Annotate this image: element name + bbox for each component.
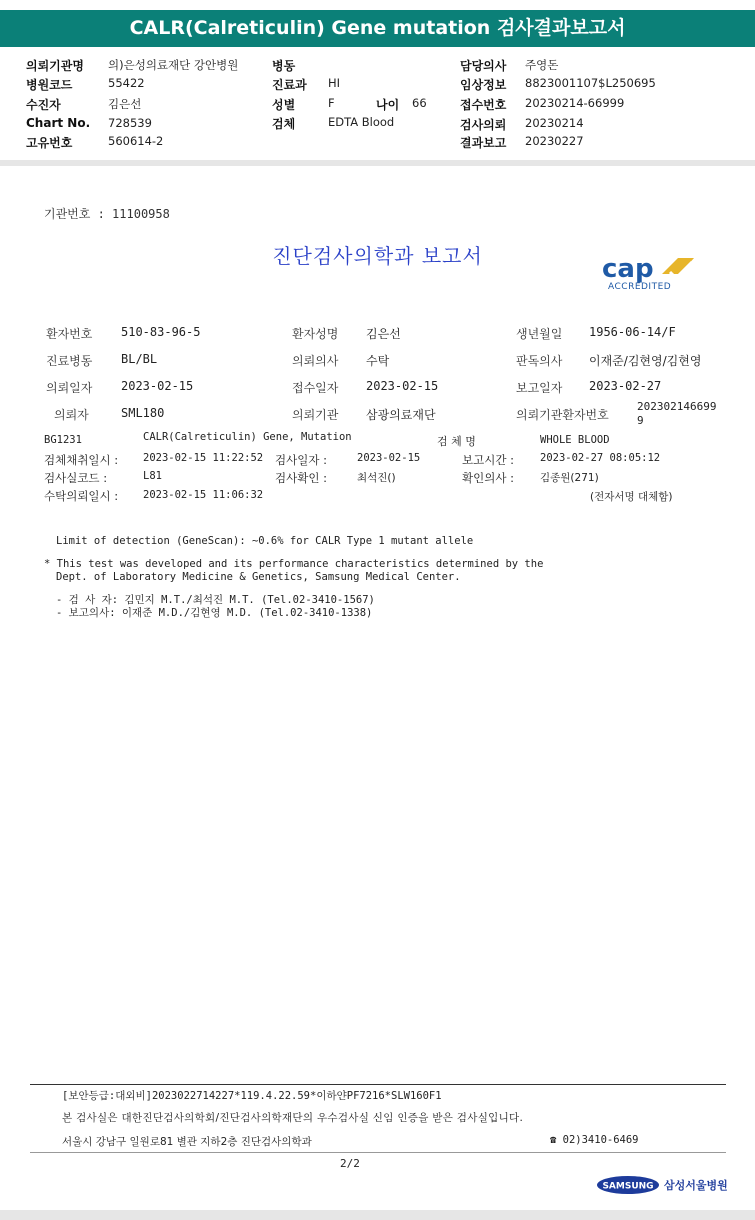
collection-time-label: 검체채취일시 : <box>44 453 119 467</box>
specimen-label: 검체 <box>272 117 296 131</box>
test-date-value: 2023-02-15 <box>357 452 421 464</box>
patient-id-value: 510-83-96-5 <box>121 325 201 339</box>
specimen-name-label: 검 체 명 <box>437 435 476 448</box>
ward-label: 병동 <box>272 59 296 73</box>
reading-doctor-value: 이재준/김현영/김현영 <box>589 354 702 368</box>
lab-code-label: 검사실코드 : <box>44 471 108 485</box>
request-date-value: 2023-02-15 <box>121 379 194 393</box>
receipt-no-value: 20230214-66999 <box>525 96 625 110</box>
department-label: 진료과 <box>272 78 307 92</box>
patient-id-label: 환자번호 <box>46 327 93 341</box>
consign-time-label: 수탁의뢰일시 : <box>44 489 119 503</box>
footer-top-rule <box>30 1084 726 1085</box>
page-number: 2/2 <box>340 1157 360 1170</box>
hospital-code-label: 병원코드 <box>26 78 73 92</box>
requester-label: 의뢰자 <box>54 408 89 422</box>
certification-line: 본 검사실은 대한진단검사의학회/진단검사의학재단의 우수검사실 신임 인증을 받은 검사실입니다. <box>62 1112 524 1124</box>
limit-of-detection: Limit of detection (GeneScan): ~0.6% for CALR Type 1 mutant allele <box>56 535 474 547</box>
receipt-no-label: 접수번호 <box>460 98 507 112</box>
specimen-value: EDTA Blood <box>328 115 395 129</box>
samsung-hospital-logo <box>596 1174 730 1196</box>
chart-no-label: Chart No. <box>26 116 91 130</box>
clinical-info-value: 8823001107$L250695 <box>525 76 656 90</box>
test-code: BG1231 <box>44 434 82 446</box>
test-date-label: 검사일자 : <box>275 453 327 467</box>
institution-patient-no-label: 의뢰기관환자번호 <box>516 408 609 422</box>
test-name: CALR(Calreticulin) Gene, Mutation <box>143 431 352 443</box>
result-report-value: 20230227 <box>525 134 584 148</box>
unique-no-label: 고유번호 <box>26 136 73 150</box>
consign-time-value: 2023-02-15 11:06:32 <box>143 489 264 501</box>
attending-doctor-value: 주영돈 <box>525 58 559 72</box>
ward-dept-value: BL/BL <box>121 352 158 366</box>
electronic-signature-note: (전자서명 대체함) <box>590 491 673 503</box>
phone-number: ☎ 02)3410-6469 <box>550 1134 639 1146</box>
footer-bottom-rule <box>30 1152 726 1153</box>
requesting-institution-label2: 의뢰기관 <box>292 408 339 422</box>
receipt-date-value: 2023-02-15 <box>366 379 439 393</box>
requesting-institution-label: 의뢰기관명 <box>26 59 84 73</box>
test-confirm-value: 최석진() <box>357 472 396 484</box>
address-line: 서울시 강남구 일원로81 별관 지하2층 진단검사의학과 <box>62 1136 312 1148</box>
requesting-doctor-value: 수탁 <box>366 354 390 368</box>
cap-brand-text: cap <box>602 254 654 284</box>
birth-date-label: 생년월일 <box>516 327 563 341</box>
requesting-doctor-label: 의뢰의사 <box>292 354 339 368</box>
specimen-name-value: WHOLE BLOOD <box>540 434 610 446</box>
test-confirm-label: 검사확인 : <box>275 471 327 485</box>
ward-dept-label: 진료병동 <box>46 354 93 368</box>
reporting-doctor-line: - 보고의사: 이재준 M.D./김현영 M.D. (Tel.02-3410-1338) <box>56 607 373 619</box>
confirm-doctor-label: 확인의사 : <box>462 471 514 485</box>
samsung-text: SAMSUNG <box>602 1181 654 1192</box>
chart-no-value: 728539 <box>108 116 152 130</box>
sex-value: F <box>328 96 335 110</box>
patient-name-label: 환자성명 <box>292 327 339 341</box>
unique-no-value: 560614-2 <box>108 134 164 148</box>
patient-name-value: 김은선 <box>366 327 401 341</box>
development-note-2: Dept. of Laboratory Medicine & Genetics, Samsung Medical Center. <box>56 571 461 583</box>
security-line: [보안등급:대외비]2023022714227*119.4.22.59*이하얀PF7216*SLW160F1 <box>62 1090 442 1102</box>
tester-line: - 검 사 자: 김민지 M.T./최석진 M.T. (Tel.02-3410-1567) <box>56 594 375 606</box>
requesting-institution-value: 의)은성의료재단 강안병원 <box>108 58 239 72</box>
development-note-1: * This test was developed and its performance characteristics determined by the <box>44 558 544 570</box>
institution-number: 기관번호 : 11100958 <box>44 207 170 221</box>
institution-patient-no-value-cont: 9 <box>637 414 644 427</box>
test-request-value: 20230214 <box>525 116 584 130</box>
requester-value: SML180 <box>121 406 165 420</box>
page-bottom-band <box>0 1210 755 1220</box>
lab-code-value: L81 <box>143 470 162 482</box>
hospital-name-text: 삼성서울병원 <box>664 1179 728 1192</box>
age-value: 66 <box>412 96 427 110</box>
report-time-label: 보고시간 : <box>462 453 514 467</box>
report-header-title: CALR(Calreticulin) Gene mutation 검사결과보고서 <box>0 10 755 47</box>
test-request-label: 검사의뢰 <box>460 118 507 132</box>
examinee-label: 수진자 <box>26 98 61 112</box>
sex-label: 성별 <box>272 98 296 112</box>
header-separator <box>0 160 755 166</box>
result-report-label: 결과보고 <box>460 136 507 150</box>
birth-date-value: 1956-06-14/F <box>589 325 676 339</box>
clinical-info-label: 임상정보 <box>460 78 507 92</box>
department-value: HI <box>328 76 341 90</box>
report-date-value: 2023-02-27 <box>589 379 662 393</box>
report-date-label: 보고일자 <box>516 381 563 395</box>
confirm-doctor-value: 김종원(271) <box>540 472 599 484</box>
attending-doctor-label: 담당의사 <box>460 59 507 73</box>
receipt-date-label: 접수일자 <box>292 381 339 395</box>
institution-patient-no-value: 202302146699 <box>637 400 717 413</box>
report-time-value: 2023-02-27 08:05:12 <box>540 452 661 464</box>
cap-accredited-logo <box>600 250 700 292</box>
requesting-institution-value2: 삼광의료재단 <box>366 408 436 422</box>
examinee-value: 김은선 <box>108 97 142 111</box>
cap-accredited-text: ACCREDITED <box>608 282 672 292</box>
collection-time-value: 2023-02-15 11:22:52 <box>143 452 264 464</box>
request-date-label: 의뢰일자 <box>46 381 93 395</box>
hospital-code-value: 55422 <box>108 76 145 90</box>
report-title: 진단검사의학과 보고서 <box>272 244 483 268</box>
reading-doctor-label: 판독의사 <box>516 354 563 368</box>
age-label: 나이 <box>376 98 400 112</box>
